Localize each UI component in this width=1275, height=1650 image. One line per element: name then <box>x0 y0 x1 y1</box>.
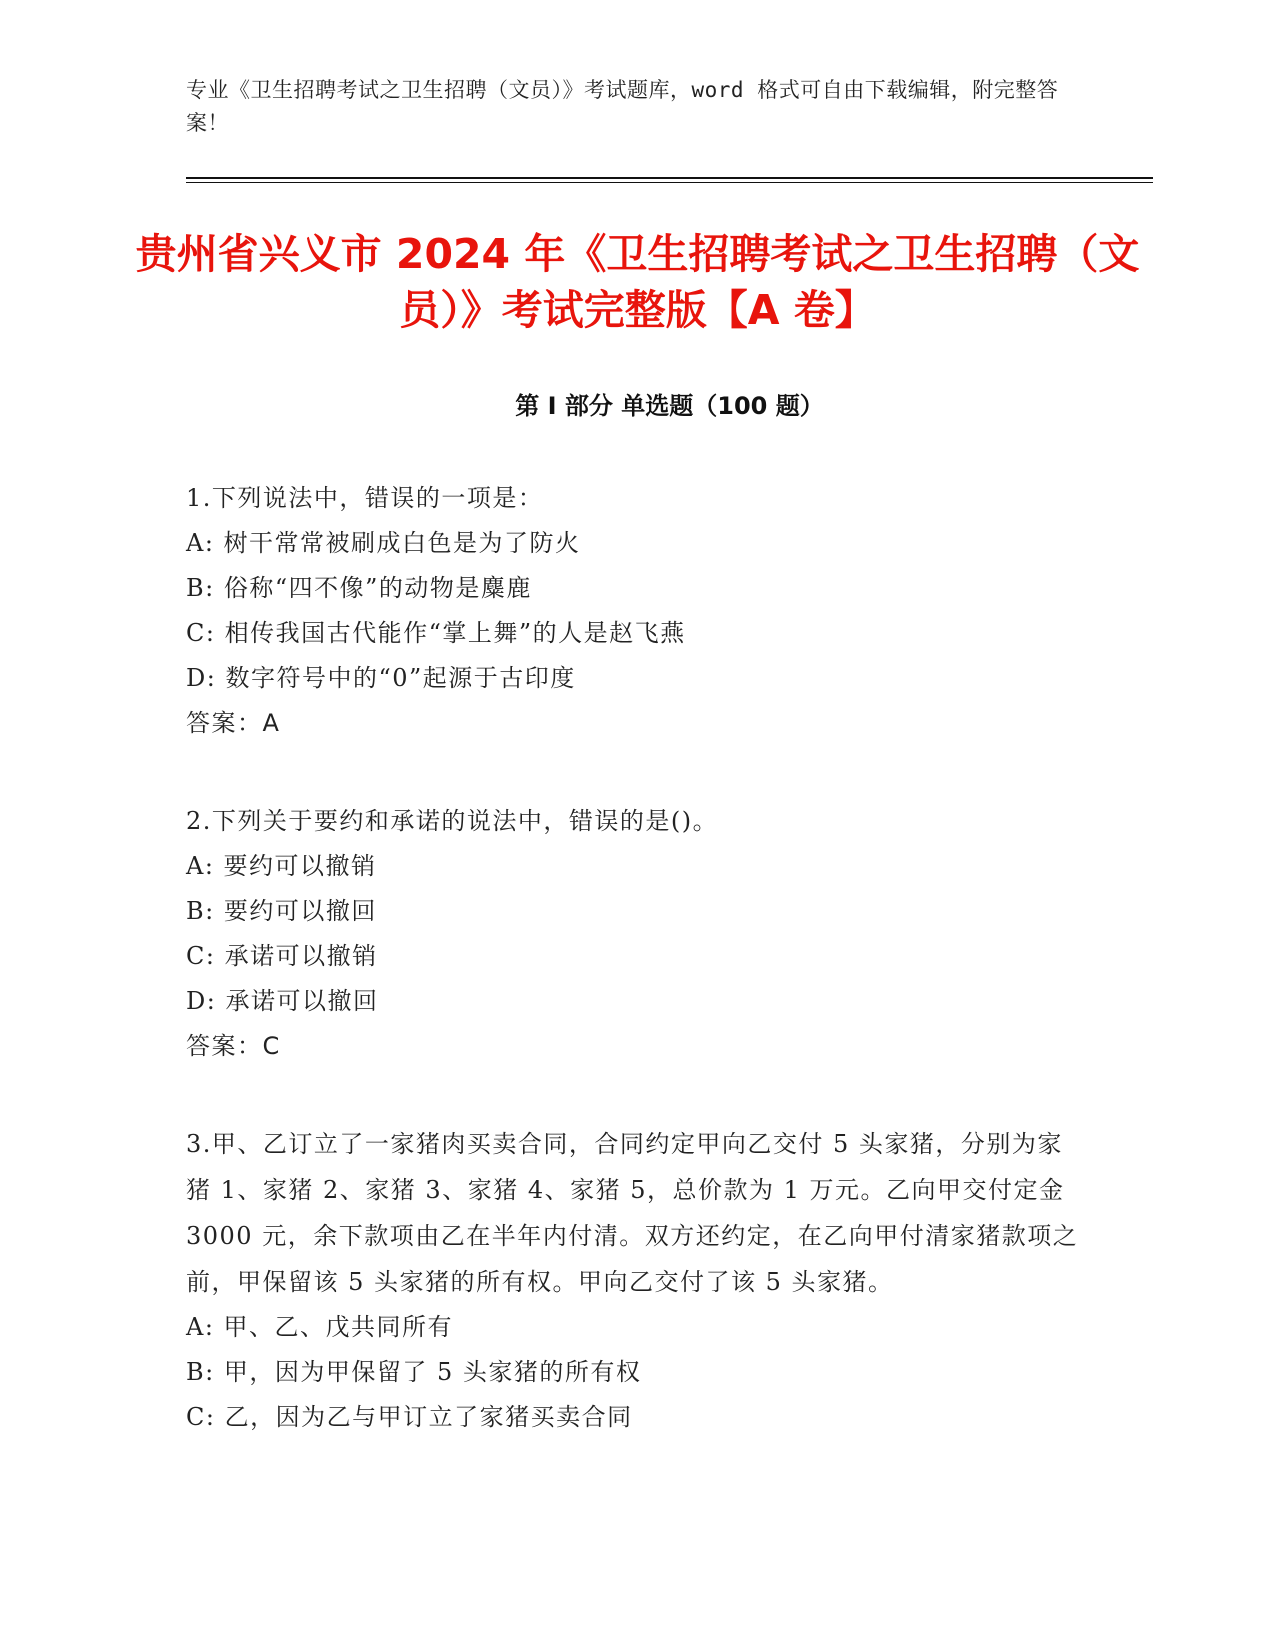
header-divider-thick <box>186 177 1153 179</box>
option-d: D: 承诺可以撤回 <box>186 987 379 1015</box>
question-list <box>186 475 1086 1492</box>
document-title: 贵州省兴义市 2024 年《卫生招聘考试之卫生招聘（文员）》考试完整版【A 卷】 <box>135 230 1140 334</box>
option-d: D: 数字符号中的“0”起源于古印度 <box>186 664 576 692</box>
option-b: B: 甲，因为甲保留了 5 头家猪的所有权 <box>186 1358 642 1386</box>
option-b: B: 要约可以撤回 <box>186 897 377 925</box>
question-stem: 2.下列关于要约和承诺的说法中，错误的是()。 <box>186 807 719 835</box>
option-a: A: 要约可以撤销 <box>186 852 377 880</box>
option-c: C: 承诺可以撤销 <box>186 942 378 970</box>
question-stem: 3.甲、乙订立了一家猪肉买卖合同，合同约定甲向乙交付 5 头家猪，分别为家猪 1、家猪 2、家猪 3、家猪 4、家猪 5，总价款为 1 万元。乙向甲交付定金 3000 元，余下款项由乙在半年内付清。双方还约定，在乙向甲付清家猪款项之前，甲保留该 5 头家猪的所有权。甲向乙交付了该 5 头家猪。 <box>186 1130 1079 1296</box>
question-1 <box>186 475 1086 746</box>
option-a: A: 甲、乙、戊共同所有 <box>186 1313 454 1341</box>
question-stem: 1.下列说法中，错误的一项是： <box>186 484 544 512</box>
answer: 答案：C <box>186 1032 281 1060</box>
header-divider-thin <box>186 182 1153 183</box>
section-heading: 第 I 部分 单选题（100 题） <box>515 392 824 420</box>
header-note: 专业《卫生招聘考试之卫生招聘（文员）》考试题库，word 格式可自由下载编辑，附完整答案！ <box>186 78 1059 135</box>
option-c: C: 相传我国古代能作“掌上舞”的人是赵飞燕 <box>186 619 686 647</box>
question-2 <box>186 798 1086 1069</box>
option-c: C: 乙，因为乙与甲订立了家猪买卖合同 <box>186 1403 633 1431</box>
option-b: B: 俗称“四不像”的动物是麋鹿 <box>186 574 532 602</box>
question-3 <box>186 1121 1086 1440</box>
answer: 答案：A <box>186 709 281 737</box>
option-a: A: 树干常常被刷成白色是为了防火 <box>186 529 581 557</box>
